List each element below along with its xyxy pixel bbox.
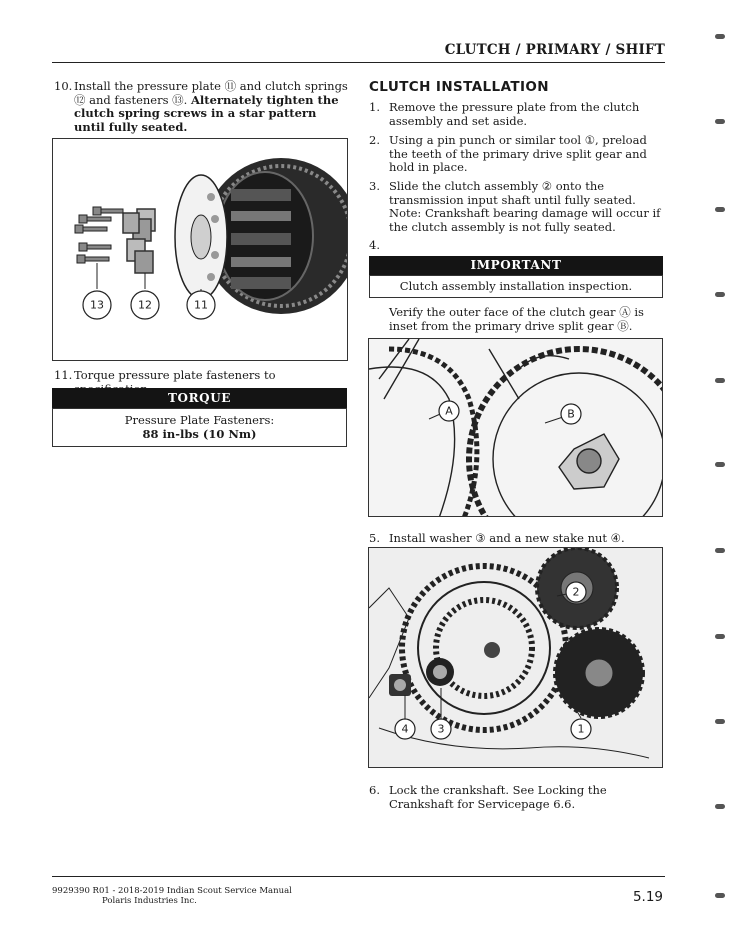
step-text: Torque pressure plate fasteners to — [74, 368, 276, 382]
callout-12-label: 12 — [138, 298, 152, 312]
callout-b-label: B — [567, 407, 575, 421]
install-step-3 — [369, 180, 663, 234]
step-text: Lock the crankshaft. See Locking the Crankshaft for Servicepage 6.6. — [389, 783, 607, 811]
edge-mark — [715, 34, 725, 39]
clutch-springs-drawing — [123, 209, 155, 273]
edge-mark — [715, 119, 725, 124]
step-text: Using a pin punch or similar tool ①, preload the teeth of the primary drive split gear and hold in place. — [389, 133, 647, 174]
callout-3-label: 3 — [437, 722, 445, 736]
page-header-title: CLUTCH / PRIMARY / SHIFT — [444, 42, 665, 58]
install-step-5 — [369, 532, 663, 546]
clutch-parts-illustration — [53, 139, 348, 361]
callout-13-label: 13 — [90, 298, 104, 312]
footer-manual-title: 9929390 R01 - 2018-2019 Indian Scout Service Manual — [52, 886, 292, 896]
callout-a-label: A — [445, 404, 453, 418]
install-step-6 — [369, 784, 663, 811]
washer-stake-nut-illustration — [369, 548, 663, 768]
figure-gear-inset — [368, 338, 663, 517]
step-number: 10. — [54, 79, 73, 93]
step-text — [74, 80, 348, 134]
step-text: Install washer ③ and a new stake nut ④. — [389, 531, 625, 545]
pressure-plate-drawing — [175, 175, 227, 299]
edge-mark — [715, 378, 725, 383]
step-text-plain: Install the pressure plate ⑪ and clutch springs ⑫ and fasteners ⑬. — [74, 79, 348, 107]
step-number: 5. — [369, 531, 380, 545]
edge-mark — [715, 462, 725, 467]
edge-mark — [715, 719, 725, 724]
figure-clutch-parts — [52, 138, 348, 361]
callout-b — [561, 404, 581, 424]
step-number: 6. — [369, 783, 380, 797]
fasteners-drawing — [75, 207, 123, 263]
step-text-bold: Alternately tighten the clutch spring screws in a star pattern until fully seated. — [74, 92, 339, 134]
callout-a — [439, 401, 459, 421]
torque-label: Pressure Plate Fasteners: — [124, 413, 275, 427]
callout-4-label: 4 — [401, 722, 409, 736]
header-rule — [52, 62, 665, 63]
edge-mark — [715, 292, 725, 297]
torque-heading: TORQUE — [52, 388, 347, 408]
callout-3 — [431, 719, 451, 739]
edge-mark — [715, 634, 725, 639]
callout-2-label: 2 — [572, 585, 580, 599]
section-title: CLUTCH INSTALLATION — [369, 79, 549, 95]
step-number: 1. — [369, 100, 380, 114]
torque-value: 88 in-lbs (10 Nm) — [142, 427, 257, 441]
important-heading: IMPORTANT — [369, 256, 663, 275]
callout-12 — [131, 291, 159, 319]
edge-mark — [715, 548, 725, 553]
callout-4 — [395, 719, 415, 739]
step-number: 4. — [369, 238, 380, 252]
important-text: Clutch assembly installation inspection. — [369, 275, 663, 298]
step-number: 3. — [369, 179, 380, 193]
verify-text: Verify the outer face of the clutch gear Ⓐ is inset from the primary drive split gear Ⓑ. — [389, 305, 644, 333]
callout-13 — [83, 291, 111, 319]
important-box — [369, 256, 663, 298]
step-number: 2. — [369, 133, 380, 147]
install-step-1 — [369, 101, 663, 128]
figure-washer-stake-nut — [368, 547, 663, 768]
gear-inset-illustration — [369, 339, 663, 517]
install-step-2 — [369, 134, 663, 175]
footer-publisher: Polaris Industries Inc. — [102, 896, 197, 906]
torque-body — [52, 408, 347, 447]
step-number: 11. — [54, 368, 73, 382]
callout-11-label: 11 — [194, 298, 208, 312]
callout-1 — [571, 719, 591, 739]
edge-mark — [715, 804, 725, 809]
torque-spec-box — [52, 388, 347, 447]
callout-2 — [566, 582, 586, 602]
footer-text — [52, 886, 292, 906]
edge-mark — [715, 893, 725, 898]
page-number: 5.19 — [632, 889, 663, 905]
callout-11 — [187, 291, 215, 319]
footer-rule — [52, 876, 665, 877]
step-text: Slide the clutch assembly ② onto the transmission input shaft until fully seated. Note: Crankshaft bearing damage will occur if the clutch assembly is not fully seated. — [389, 179, 661, 234]
step-text: Remove the pressure plate from the clutch assembly and set aside. — [389, 100, 640, 128]
callout-1-label: 1 — [577, 722, 585, 736]
edge-mark — [715, 207, 725, 212]
step-10 — [54, 80, 348, 134]
